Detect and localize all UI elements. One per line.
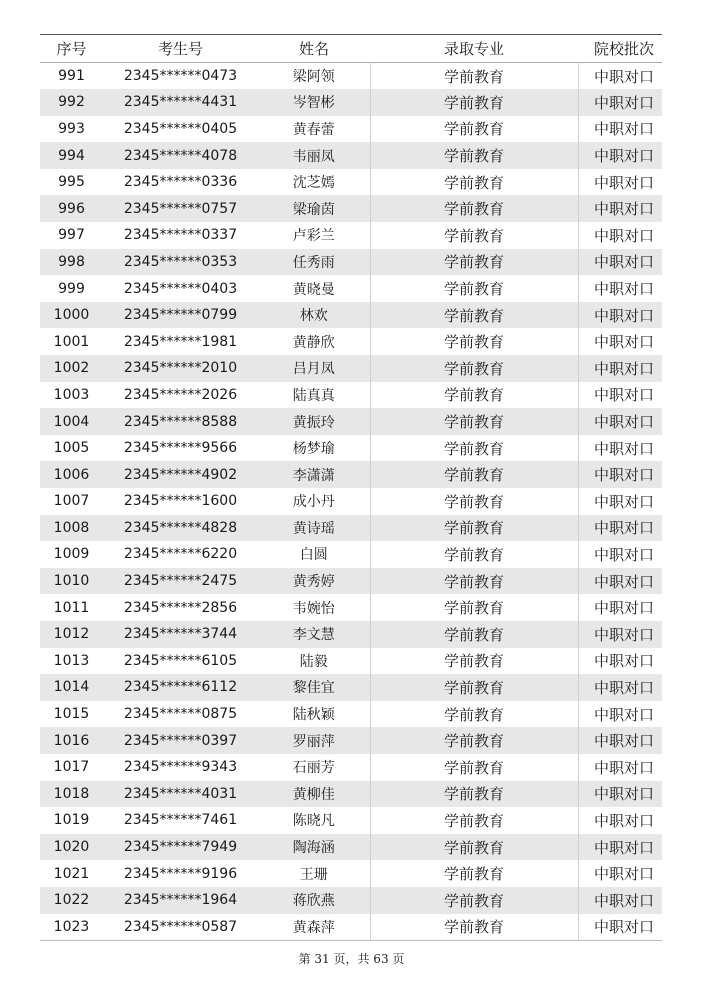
cell-exam-no: 2345******2475 — [103, 568, 258, 595]
cell-exam-no: 2345******4902 — [103, 461, 258, 488]
cell-major: 学前教育 — [370, 222, 578, 249]
cell-batch: 中职对口 — [593, 439, 654, 458]
cell-major: 学前教育 — [370, 89, 578, 116]
cell-exam-no: 2345******0875 — [123, 706, 238, 723]
cell-batch: 中职对口 — [578, 781, 662, 808]
cell-major: 学前教育 — [370, 275, 578, 302]
cell-exam-no: 2345******1981 — [123, 333, 238, 350]
cell-name: 黄振玲 — [258, 408, 370, 435]
cell-major: 学前教育 — [370, 302, 578, 329]
table-header-row — [40, 35, 662, 63]
cell-exam-no: 2345******9343 — [123, 759, 238, 776]
cell-major: 学前教育 — [370, 195, 578, 222]
cell-seq: 1008 — [40, 515, 103, 542]
table-row — [40, 169, 662, 196]
cell-major: 学前教育 — [370, 621, 578, 648]
cell-seq: 1001 — [53, 333, 90, 350]
cell-exam-no: 2345******4078 — [103, 142, 258, 169]
cell-seq: 1022 — [40, 887, 103, 914]
cell-major: 学前教育 — [370, 408, 578, 435]
column-header-batch: 院校批次 — [593, 40, 654, 58]
cell-seq: 1012 — [40, 621, 103, 648]
cell-seq: 1020 — [40, 834, 103, 861]
cell-seq: 1017 — [53, 759, 90, 776]
cell-major: 学前教育 — [370, 488, 578, 515]
cell-major: 学前教育 — [370, 249, 578, 276]
table-row — [40, 887, 662, 914]
cell-exam-no: 2345******8588 — [103, 408, 258, 435]
cell-exam-no: 2345******6105 — [123, 652, 238, 669]
cell-name: 杨梦瑜 — [292, 441, 335, 458]
cell-exam-no: 2345******2010 — [103, 355, 258, 382]
cell-major: 学前教育 — [370, 701, 578, 728]
table-row — [40, 116, 662, 143]
cell-batch: 中职对口 — [593, 811, 654, 830]
cell-name: 吕月凤 — [258, 355, 370, 382]
cell-major: 学前教育 — [370, 461, 578, 488]
cell-batch: 中职对口 — [578, 89, 662, 116]
cell-name: 任秀雨 — [258, 249, 370, 276]
cell-major: 学前教育 — [370, 887, 578, 914]
cell-seq: 1021 — [53, 865, 90, 882]
admission-list-sheet — [40, 34, 662, 941]
cell-major: 学前教育 — [370, 435, 578, 462]
cell-batch: 中职对口 — [593, 918, 654, 937]
cell-seq: 1007 — [53, 493, 90, 510]
cell-exam-no: 2345******0405 — [123, 120, 238, 137]
cell-seq: 1023 — [53, 918, 90, 935]
table-row — [40, 461, 662, 488]
cell-major: 学前教育 — [370, 568, 578, 595]
table-row — [40, 328, 662, 355]
cell-major: 学前教育 — [370, 648, 578, 675]
cell-batch: 中职对口 — [578, 727, 662, 754]
cell-major: 学前教育 — [370, 754, 578, 781]
cell-seq: 1018 — [40, 781, 103, 808]
cell-batch: 中职对口 — [593, 280, 654, 299]
cell-seq: 993 — [58, 120, 85, 137]
cell-name: 王珊 — [299, 866, 328, 883]
cell-batch: 中职对口 — [593, 865, 654, 884]
table-row — [40, 408, 662, 435]
cell-major: 学前教育 — [370, 355, 578, 382]
cell-seq: 1014 — [40, 674, 103, 701]
cell-batch: 中职对口 — [578, 834, 662, 861]
table-row — [40, 594, 662, 621]
cell-name: 蒋欣燕 — [258, 887, 370, 914]
cell-batch: 中职对口 — [593, 120, 654, 139]
table-row — [40, 488, 662, 515]
cell-exam-no: 2345******4031 — [103, 781, 258, 808]
cell-exam-no: 2345******2026 — [123, 386, 238, 403]
cell-batch: 中职对口 — [578, 515, 662, 542]
cell-exam-no: 2345******0587 — [123, 918, 238, 935]
cell-batch: 中职对口 — [578, 568, 662, 595]
cell-batch: 中职对口 — [578, 408, 662, 435]
admission-table — [40, 34, 662, 941]
cell-exam-no: 2345******3744 — [103, 621, 258, 648]
cell-name: 李文慧 — [258, 621, 370, 648]
cell-seq: 1011 — [53, 599, 90, 616]
cell-name: 白圆 — [299, 547, 328, 564]
cell-name: 石丽芳 — [292, 760, 335, 777]
cell-name: 陆毅 — [299, 653, 328, 670]
cell-major: 学前教育 — [370, 169, 578, 196]
cell-batch: 中职对口 — [578, 621, 662, 648]
table-row — [40, 515, 662, 542]
cell-seq: 1009 — [53, 546, 90, 563]
cell-name: 李潇潇 — [258, 461, 370, 488]
cell-seq: 1006 — [40, 461, 103, 488]
cell-name: 岑智彬 — [258, 89, 370, 116]
cell-exam-no: 2345******0337 — [123, 227, 238, 244]
cell-exam-no: 2345******4431 — [103, 89, 258, 116]
cell-name: 韦婉怡 — [292, 600, 335, 617]
cell-major: 学前教育 — [370, 142, 578, 169]
cell-name: 梁阿领 — [292, 69, 335, 86]
cell-exam-no: 2345******6112 — [103, 674, 258, 701]
cell-batch: 中职对口 — [578, 195, 662, 222]
cell-seq: 1015 — [53, 706, 90, 723]
column-header-seq: 序号 — [56, 40, 87, 58]
cell-batch: 中职对口 — [593, 67, 654, 86]
cell-batch: 中职对口 — [578, 461, 662, 488]
cell-batch: 中职对口 — [593, 386, 654, 405]
cell-major: 学前教育 — [370, 63, 578, 90]
cell-major: 学前教育 — [370, 515, 578, 542]
cell-batch: 中职对口 — [593, 545, 654, 564]
cell-name: 成小丹 — [292, 494, 335, 511]
cell-batch: 中职对口 — [593, 705, 654, 724]
table-row — [40, 275, 662, 302]
cell-exam-no: 2345******0403 — [123, 280, 238, 297]
page-footer: 第 31 页，共 63 页 — [298, 952, 405, 966]
cell-name: 黄柳佳 — [258, 781, 370, 808]
cell-name: 林欢 — [258, 302, 370, 329]
cell-seq: 1004 — [40, 408, 103, 435]
cell-name: 黄春蕾 — [292, 121, 335, 138]
cell-major: 学前教育 — [370, 674, 578, 701]
cell-major: 学前教育 — [370, 834, 578, 861]
cell-seq: 1003 — [53, 386, 90, 403]
table-header — [40, 35, 662, 63]
cell-seq: 997 — [58, 227, 85, 244]
cell-seq: 1005 — [53, 440, 90, 457]
cell-name: 梁瑜茵 — [258, 195, 370, 222]
cell-major: 学前教育 — [370, 382, 578, 409]
table-row — [40, 249, 662, 276]
cell-batch: 中职对口 — [593, 226, 654, 245]
cell-major: 学前教育 — [370, 594, 578, 621]
cell-seq: 1019 — [53, 812, 90, 829]
cell-seq: 999 — [58, 280, 85, 297]
cell-seq: 995 — [58, 174, 85, 191]
cell-exam-no: 2345******0353 — [103, 249, 258, 276]
cell-batch: 中职对口 — [593, 758, 654, 777]
table-row — [40, 914, 662, 941]
table-row — [40, 701, 662, 728]
table-row — [40, 754, 662, 781]
table-row — [40, 568, 662, 595]
table-row — [40, 222, 662, 249]
cell-exam-no: 2345******1600 — [123, 493, 238, 510]
table-row — [40, 781, 662, 808]
table-row — [40, 89, 662, 116]
column-header-exam-no: 考生号 — [157, 40, 203, 58]
cell-seq: 1010 — [40, 568, 103, 595]
cell-major: 学前教育 — [370, 727, 578, 754]
cell-major: 学前教育 — [370, 541, 578, 568]
cell-batch: 中职对口 — [593, 599, 654, 618]
cell-batch: 中职对口 — [593, 173, 654, 192]
cell-name: 陆秋颖 — [292, 707, 335, 724]
cell-batch: 中职对口 — [593, 492, 654, 511]
table-row — [40, 302, 662, 329]
cell-seq: 1000 — [40, 302, 103, 329]
cell-name: 韦丽凤 — [258, 142, 370, 169]
cell-name: 陶海涵 — [258, 834, 370, 861]
cell-seq: 994 — [40, 142, 103, 169]
cell-major: 学前教育 — [370, 116, 578, 143]
cell-name: 黄森萍 — [292, 919, 335, 936]
cell-batch: 中职对口 — [578, 249, 662, 276]
cell-batch: 中职对口 — [578, 887, 662, 914]
cell-batch: 中职对口 — [578, 302, 662, 329]
table-row — [40, 807, 662, 834]
cell-major: 学前教育 — [370, 328, 578, 355]
table-row — [40, 621, 662, 648]
cell-batch: 中职对口 — [578, 674, 662, 701]
cell-name: 黄晓曼 — [292, 281, 335, 298]
column-header-name: 姓名 — [298, 40, 329, 58]
cell-major: 学前教育 — [370, 914, 578, 941]
cell-exam-no: 2345******4828 — [103, 515, 258, 542]
table-row — [40, 63, 662, 90]
cell-exam-no: 2345******0336 — [123, 174, 238, 191]
cell-batch: 中职对口 — [578, 355, 662, 382]
table-row — [40, 142, 662, 169]
cell-exam-no: 2345******0799 — [103, 302, 258, 329]
cell-exam-no: 2345******7949 — [103, 834, 258, 861]
cell-major: 学前教育 — [370, 807, 578, 834]
table-row — [40, 541, 662, 568]
table-row — [40, 674, 662, 701]
cell-name: 罗丽萍 — [258, 727, 370, 754]
cell-batch: 中职对口 — [593, 652, 654, 671]
table-row — [40, 860, 662, 887]
cell-name: 黄秀婷 — [258, 568, 370, 595]
cell-seq: 991 — [58, 68, 85, 85]
cell-exam-no: 2345******1964 — [103, 887, 258, 914]
table-row — [40, 727, 662, 754]
cell-seq: 996 — [40, 195, 103, 222]
cell-seq: 998 — [40, 249, 103, 276]
cell-name: 陆真真 — [292, 387, 335, 404]
cell-batch: 中职对口 — [593, 333, 654, 352]
cell-major: 学前教育 — [370, 860, 578, 887]
cell-exam-no: 2345******9566 — [123, 440, 238, 457]
cell-exam-no: 2345******9196 — [123, 865, 238, 882]
cell-exam-no: 2345******2856 — [123, 599, 238, 616]
cell-name: 卢彩兰 — [292, 228, 335, 245]
cell-exam-no: 2345******7461 — [123, 812, 238, 829]
cell-batch: 中职对口 — [578, 142, 662, 169]
column-header-major: 录取专业 — [443, 40, 504, 58]
cell-seq: 992 — [40, 89, 103, 116]
table-row — [40, 195, 662, 222]
cell-exam-no: 2345******0757 — [103, 195, 258, 222]
table-row — [40, 648, 662, 675]
table-row — [40, 834, 662, 861]
cell-seq: 1016 — [40, 727, 103, 754]
cell-name: 陈晓凡 — [292, 813, 335, 830]
table-body — [40, 63, 662, 941]
cell-name: 黄诗瑶 — [258, 515, 370, 542]
cell-name: 黎佳宜 — [258, 674, 370, 701]
cell-seq: 1002 — [40, 355, 103, 382]
cell-exam-no: 2345******0397 — [103, 727, 258, 754]
cell-exam-no: 2345******0473 — [123, 68, 238, 85]
cell-exam-no: 2345******6220 — [123, 546, 238, 563]
cell-name: 沈芝嫣 — [292, 175, 335, 192]
table-row — [40, 382, 662, 409]
table-row — [40, 435, 662, 462]
table-row — [40, 355, 662, 382]
cell-major: 学前教育 — [370, 781, 578, 808]
cell-name: 黄静欣 — [292, 334, 335, 351]
cell-seq: 1013 — [53, 652, 90, 669]
